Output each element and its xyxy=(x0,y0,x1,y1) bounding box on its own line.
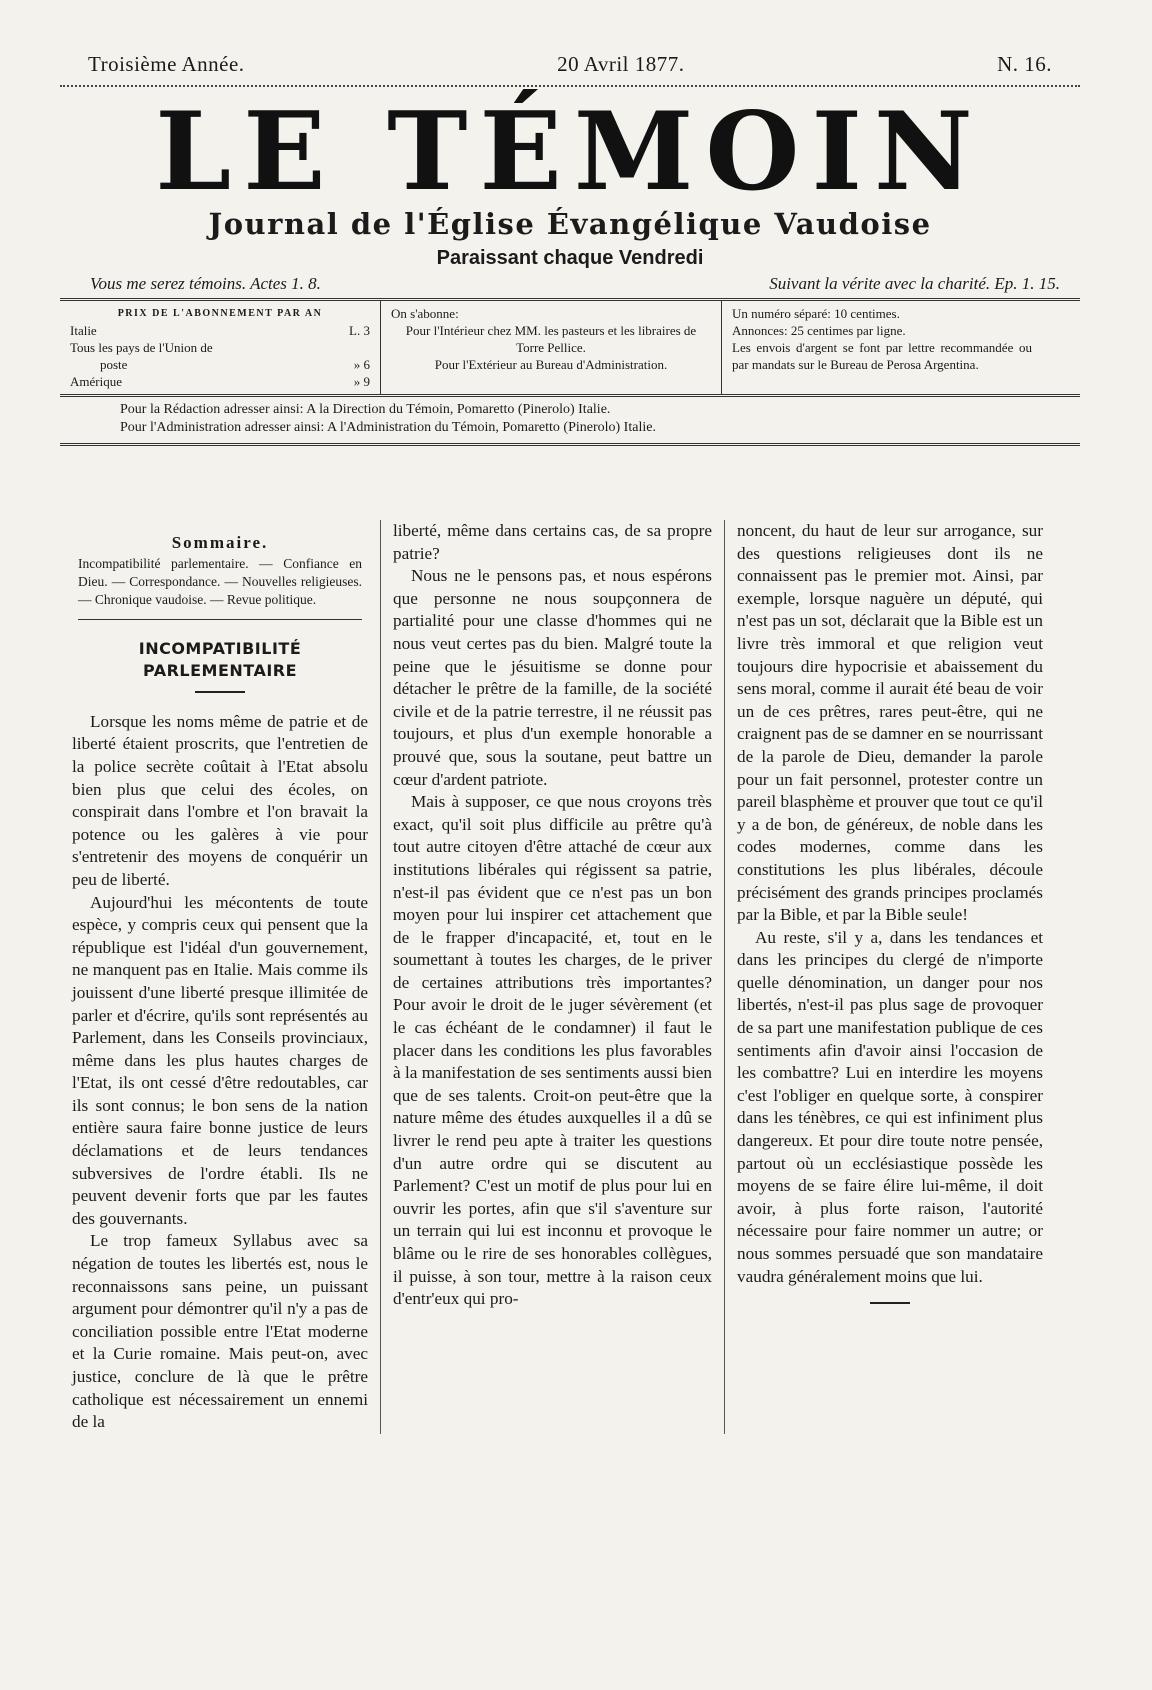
price-table xyxy=(60,301,381,394)
sommaire-title: Sommaire. xyxy=(171,533,269,552)
divider xyxy=(78,619,362,620)
address-redaction: Pour la Rédaction adresser ainsi: A la Direction du Témoin, Pomaretto (Pinerolo) Italie. xyxy=(120,402,611,417)
paragraph: Le trop fameux Syllabus avec sa négation de toutes les libertés est, nous le reconnaissons sans peine, un puissant argument pour démontrer qu'il n'y a pas de conciliation possible entre l'Etat moderne et la Curie romaine. Mais peut-on, avec justice, conclure de là que le prêtre catholique est nécessairement un ennemi de la xyxy=(72,1231,368,1432)
sommaire-body: Incompatibilité parlementaire. — Confiance en Dieu. — Correspondance. — Nouvelles religieuses. — Chronique vaudoise. — Revue politique. xyxy=(78,555,362,607)
price-heading: PRIX DE L'ABONNEMENT PAR AN xyxy=(117,308,323,319)
address-administration: Pour l'Administration adresser ainsi: A l'Administration du Témoin, Pomaretto (Pinerolo) Italie. xyxy=(120,420,656,435)
price-value: » 6 xyxy=(353,357,370,372)
address-block xyxy=(60,397,1080,446)
paragraph: Aujourd'hui les mécontents de toute espèce, y compris ceux qui pensent que la république est l'idéal d'un gouvernement, ne manquent pas en Italie. Mais comme ils jouissent d'une liberté presque illimitée de parler et d'écrire, qu'ils sont représentés au Parlement, dans les Conseils provinciaux, même dans les plus hautes charges de l'Etat, ils ont cessé d'être redoutables, car ils sont connus; le bon sens de la nation entière saura faire bonne justice de leurs déclamations et de leurs tendances subversives de l'ordre établi. Ils ne peuvent devenir forts que par les fautes des gouvernants. xyxy=(72,892,368,1228)
year-label: Troisième Année. xyxy=(88,52,245,76)
price-label: Italie xyxy=(70,323,97,338)
notice-line: Annonces: 25 centimes par ligne. xyxy=(732,323,906,338)
notices-info xyxy=(722,301,1042,394)
article-title: INCOMPATIBILITÉ PARLEMENTAIRE xyxy=(138,638,302,681)
subscribe-line: On s'abonne: xyxy=(391,306,459,321)
subscribe-line: Pour l'Intérieur chez MM. les pasteurs et les libraires de Torre Pellice. xyxy=(405,323,697,355)
column-right xyxy=(725,520,1055,1434)
masthead-subtitle: Journal de l'Église Évangélique Vaudoise xyxy=(208,207,932,241)
newspaper-page xyxy=(60,52,1080,1432)
motto-left: Vous me serez témoins. Actes 1. 8. xyxy=(90,274,321,293)
subscription-box xyxy=(60,298,1080,397)
masthead-title: LE TÉMOIN xyxy=(155,89,985,215)
column-middle xyxy=(380,520,725,1434)
paragraph: noncent, du haut de leur sur arrogance, sur des questions religieuses dont ils ne connaissent pas le premier mot. Ainsi, par exemple, lorsque naguère un député, qui n'est pas un sot, déclarait que la Bible est un livre très immoral et que religion veut toujours dire hypocrisie et abaissement du sens moral, comme il aurait été beau de voir un de ces prêtres, rares peut-être, qui ne craignent pas de se damner en se nourrissant de la parole de Dieu, demander la parole pour un fait personnel, protester contre un pareil blasphème et prouver que tout ce qu'il y a de bon, de généreux, de noble dans les codes modernes, comme dans les constitutions les plus libérales, découle précisément des grands principes proclamés par la Bible, et par la Bible seule! xyxy=(737,521,1043,925)
price-row xyxy=(70,322,370,339)
end-mark xyxy=(870,1302,910,1304)
divider xyxy=(195,691,245,693)
price-row xyxy=(70,356,370,373)
divider xyxy=(60,83,1080,87)
column-left xyxy=(60,520,380,1434)
price-label: Amérique xyxy=(70,374,122,389)
notice-line: Les envois d'argent se font par lettre recommandée ou par mandats sur le Bureau de Perosa Argentina. xyxy=(732,340,1032,372)
notice-line: Un numéro séparé: 10 centimes. xyxy=(732,306,900,321)
publication-frequency: Paraissant chaque Vendredi xyxy=(436,247,704,269)
mottos xyxy=(60,274,1080,294)
price-label: poste xyxy=(100,357,128,372)
price-value: L. 3 xyxy=(349,323,370,338)
price-row xyxy=(70,339,370,356)
motto-right: Suivant la vérite avec la charité. Ep. 1. 15. xyxy=(769,274,1060,293)
article-columns xyxy=(60,520,1080,1434)
paragraph: Mais à supposer, ce que nous croyons très exact, qu'il soit plus difficile au prêtre qu'à tout autre citoyen d'être attaché de cœur aux institutions libérales qui régissent sa patrie, n'est-il pas évident que ce n'est pas un bon moyen pour lui inspirer cet attachement que de le frapper d'incapacité, et, tout en le soumettant à toutes les charges, de le priver de certaines attributions très importantes? Pour avoir le droit de le juger sévèrement (et le cas échéant de le condamner) il faut le placer dans les conditions les plus favorables à la manifestation de ses sentiments aussi bien que de ses talents. Croit-on peut-être que la nature même des études auxquelles il a dû se livrer le rend peu apte à traiter les questions d'un autre ordre qui se discutent au Parlement? C'est un motif de plus pour lui en ouvrir les portes, afin que s'il s'aventure sur un terrain qui lui est inconnu et provoque le blâme ou le rire de ses honorables collègues, il puisse, à son tour, mettre à la raison ceux d'entr'eux qui pro- xyxy=(393,792,712,1309)
subscribe-line: Pour l'Extérieur au Bureau d'Administration. xyxy=(434,357,668,372)
price-value: » 9 xyxy=(353,374,370,389)
paragraph: liberté, même dans certains cas, de sa propre patrie? xyxy=(393,521,712,563)
issue-number: N. 16. xyxy=(997,52,1052,76)
subscribe-info xyxy=(381,301,722,394)
issue-date: 20 Avril 1877. xyxy=(557,52,685,76)
paragraph: Lorsque les noms même de patrie et de liberté étaient proscrits, que l'entretien de la police secrète coûtait à l'Etat absolu bien plus que celui des écoles, on conspirait dans l'ombre et l'on bravait la potence ou les galères à vie pour s'entretenir des moyens de conquérir un peu de liberté. xyxy=(72,711,368,889)
price-label: Tous les pays de l'Union de xyxy=(70,340,213,355)
paragraph: Nous ne le pensons pas, et nous espérons que personne ne nous soupçonnera de partialité pour une classe d'hommes qui ne nous veut certes pas du bien. Malgré toute la peine que le jésuitisme se donne pour détacher le prêtre de la famille, de la société civile et de la patrie terrestre, il ne réussit pas toujours, et plus d'un exemple honorable a prouvé que, sous la soutane, peut battre un cœur d'ardent patriote. xyxy=(393,566,712,789)
paragraph: Au reste, s'il y a, dans les tendances et dans les principes du clergé de n'importe quelle dénomination, un danger pour nos libertés, n'est-il pas plus sage de provoquer de sa part une manifestation publique de ces sentiments afin d'avoir ainsi l'occasion de les combattre? Lui en interdire les moyens c'est l'obliger en quelque sorte, à conspirer dans les ténèbres, ce qui est infiniment plus dangereux. Et pour dire toute notre pensée, partout où un ecclésiastique possède les moyens de se faire élire lui-même, il doit avoir, à plus forte raison, l'autorité nécessaire pour faire nommer un autre; or nous sommes persuadé que son mandataire vaudra généralement moins que lui. xyxy=(737,927,1043,1286)
dateline xyxy=(60,52,1080,77)
price-row xyxy=(70,373,370,390)
